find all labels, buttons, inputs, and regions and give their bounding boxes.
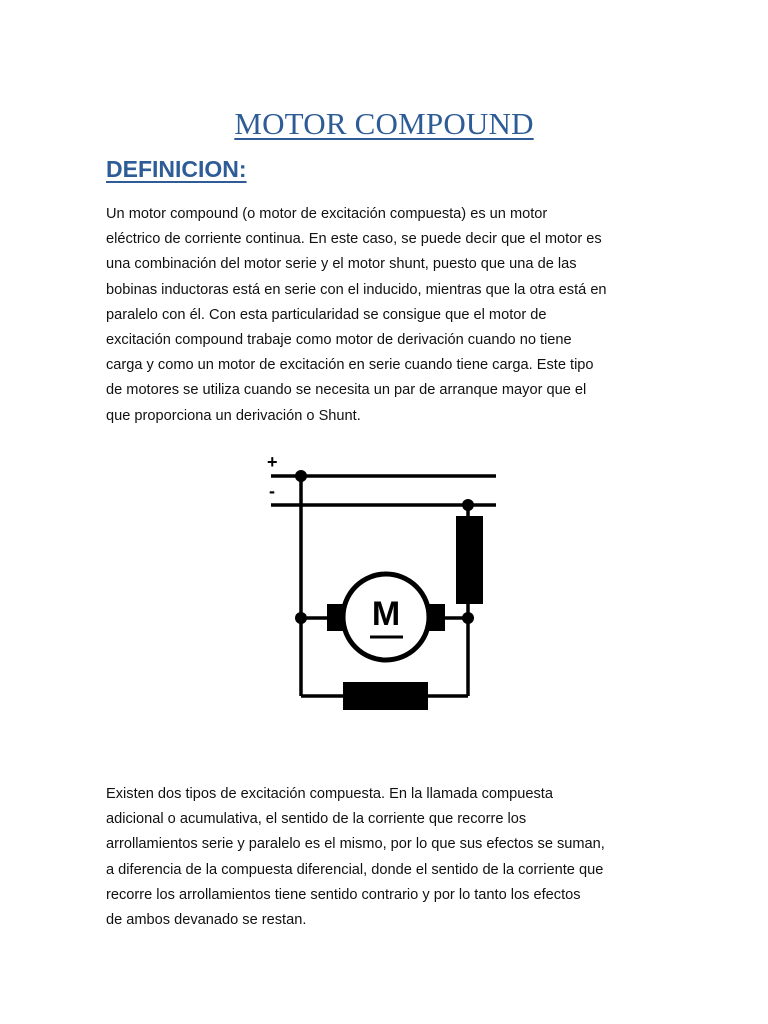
paragraph-line: Un motor compound (o motor de excitación compuesta) es un motor: [106, 206, 548, 222]
paragraph-line: excitación compound trabaje como motor de derivación cuando no tiene: [106, 332, 572, 349]
junction-dot: [462, 612, 474, 624]
series-winding: [343, 682, 428, 710]
paragraph-line: una combinación del motor serie y el motor shunt, puesto que una de las: [106, 256, 577, 273]
shunt-winding-inner: [461, 521, 478, 599]
junction-dot: [295, 470, 307, 482]
paragraph-line: arrollamientos serie y paralelo es el mismo, por lo que sus efectos se suman,: [106, 836, 605, 853]
paragraph-line: a diferencia de la compuesta diferencial, donde el sentido de la corriente que: [106, 861, 604, 878]
positive-terminal-label: +: [267, 452, 278, 472]
paragraph-line: adicional o acumulativa, el sentido de la corriente que recorre los: [106, 811, 527, 828]
paragraph-line: eléctrico de corriente continua. En este caso, se puede decir que el motor es: [106, 231, 602, 248]
paragraph-line: que proporciona un derivación o Shunt.: [106, 407, 361, 424]
junction-dot: [462, 499, 474, 511]
paragraph-line: de motores se utiliza cuando se necesita un par de arranque mayor que el: [106, 382, 587, 399]
paragraph-line: paralelo con él. Con esta particularidad se consigue que el motor de: [106, 306, 547, 323]
junction-dot: [295, 612, 307, 624]
paragraph-line: Existen dos tipos de excitación compuesta. En la llamada compuesta: [106, 786, 553, 802]
page-title: MOTOR COMPOUND: [234, 106, 534, 141]
section-heading: DEFINICION:: [106, 156, 247, 182]
paragraph-line: carga y como un motor de excitación en serie cuando tiene carga. Este tipo: [106, 357, 594, 374]
paragraph-line: recorre los arrollamientos tiene sentido contrario y por lo tanto los efectos: [106, 886, 581, 903]
motor-label: M: [371, 595, 401, 633]
types-paragraph: [106, 782, 666, 933]
definition-paragraph: [106, 202, 666, 429]
paragraph-line: bobinas inductoras está en serie con el inducido, mientras que la otra está en: [106, 281, 607, 298]
compound-motor-circuit-diagram: [262, 450, 502, 712]
negative-terminal-label: -: [269, 481, 275, 501]
paragraph-line: de ambos devanado se restan.: [106, 912, 307, 929]
